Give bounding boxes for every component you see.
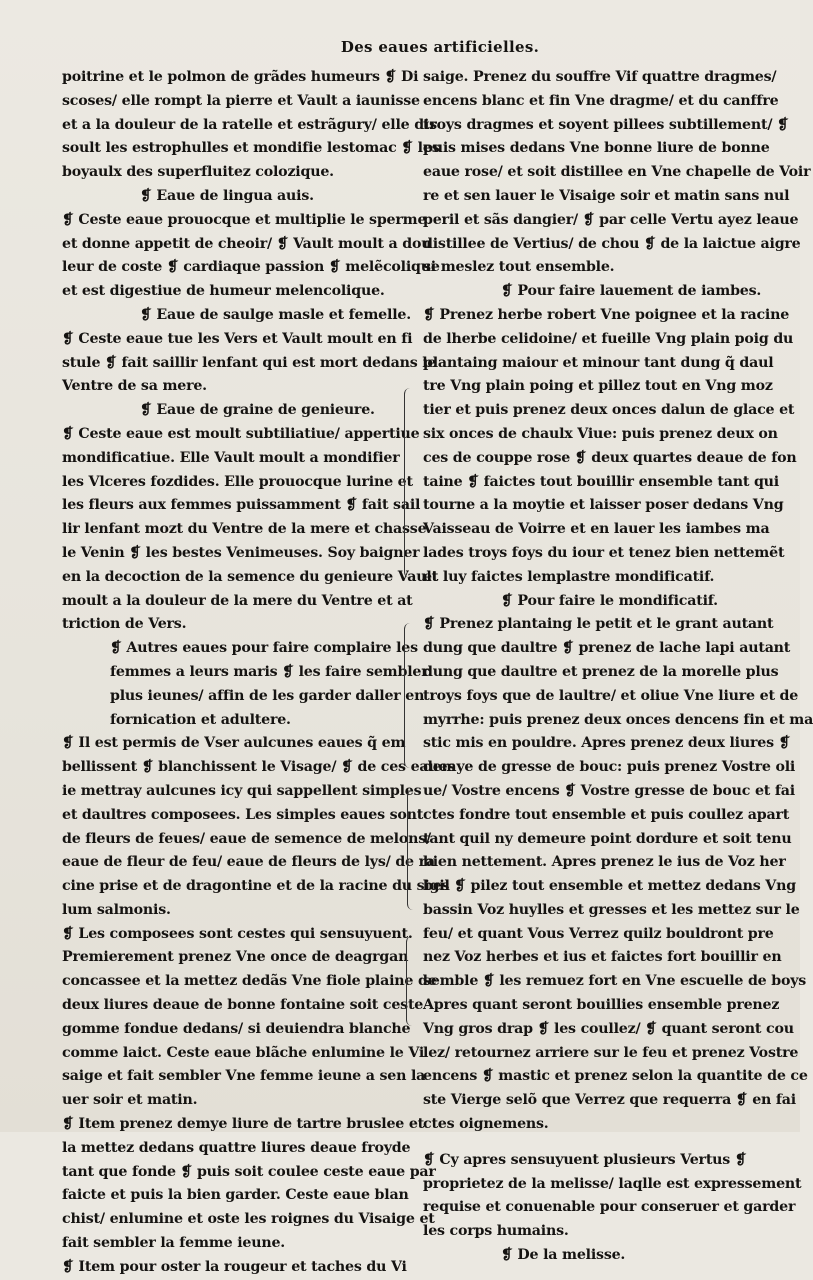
text-line: feu/ et quant Vous Verrez quilz bouldront pre [423, 925, 774, 942]
text-line: nez Voz herbes et ius et faictes fort bouillir en [423, 949, 782, 966]
text-line: taine ❡ faictes tout bouillir ensemble tant qui [423, 473, 779, 490]
text-line: myrrhe: puis prenez deux onces dencens fin et ma [423, 711, 813, 728]
text-line: uer soir et matin. [62, 1092, 198, 1109]
text-line: ❡ Item prenez demye liure de tartre bruslee et [62, 1116, 425, 1133]
margin-bracket [404, 388, 413, 578]
text-line: semble ❡ les remuez fort en Vne escuelle de boys [423, 973, 807, 990]
text-line: troys foys que de laultre/ et oliue Vne liure et de [423, 687, 799, 704]
text-line: mondificatiue. Elle Vault moult a mondifier [62, 449, 400, 466]
text-line: eaue de fleur de feu/ eaue de fleurs de lys/ de ra [62, 854, 435, 871]
text-line: et donne appetit de cheoir/ ❡ Vault moult a dou [62, 235, 432, 252]
text-line: lum salmonis. [62, 901, 171, 918]
text-line: Vng gros drap ❡ les coullez/ ❡ quant seront cou [423, 1020, 794, 1037]
text-line: et a la douleur de la ratelle et estrãgury/ elle dis [62, 116, 437, 133]
text-line: tier et puis prenez deux onces dalun de glace et [423, 402, 795, 419]
text-line: ❡ Ceste eaue est moult subtiliatiue/ appertiue [62, 425, 420, 442]
section-heading: ❡ Eaue de graine de genieure. [140, 402, 375, 419]
text-line: ❡ Les composees sont cestes qui sensuyuent. [62, 925, 413, 942]
text-line: dung que daultre ❡ prenez de lache lapi autant [423, 640, 791, 657]
text-line: les corps humains. [423, 1223, 569, 1240]
text-line: fait sembler la femme ieune. [62, 1235, 286, 1252]
text-line: saige. Prenez du souffre Vif quattre dragmes/ [423, 69, 777, 85]
text-line: concassee et la mettez dedãs Vne fiole plaine de [62, 973, 437, 990]
text-line: proprietez de la melisse/ laqlle est expressement [423, 1175, 802, 1192]
margin-bracket [407, 790, 416, 910]
text-line: lez/ retournez arriere sur le feu et prenez Vostre [423, 1044, 799, 1061]
right-column [423, 66, 813, 1268]
text-line: ctes oignemens. [423, 1116, 549, 1133]
text-line: poitrine et le polmon de grãdes humeurs ❡ Di [62, 69, 419, 85]
text-line: bes ❡ pilez tout ensemble et mettez dedans Vng [423, 878, 796, 895]
margin-bracket [404, 623, 413, 768]
text-line: Ventre de sa mere. [62, 378, 207, 395]
text-line: comme laict. Ceste eaue blãche enlumine le Vi [62, 1044, 425, 1061]
text-line: le Venin ❡ les bestes Venimeuses. Soy baigner [62, 544, 420, 561]
text-line: ❡ Il est permis de Vser aulcunes eaues q̃ em [62, 735, 406, 752]
text-line: ces de couppe rose ❡ deux quartes deaue de fon [423, 449, 797, 466]
text-line: cine prise et de dragontine et de la racine du sigil [62, 878, 450, 895]
text-line: ❡ Ceste eaue tue les Vers et Vault moult en fi [62, 330, 413, 347]
text-line: lades troys foys du iour et tenez bien nettemẽt [423, 544, 785, 561]
text-line: ❡ Autres eaues pour faire complaire les [110, 640, 418, 657]
section-heading: ❡ Eaue de lingua auis. [140, 187, 314, 204]
text-line: de lherbe celidoine/ et fueille Vng plain poig du [423, 330, 794, 347]
text-line: Apres quant seront bouillies ensemble prenez [423, 997, 780, 1014]
text-line: bellissent ❡ blanchissent le Visage/ ❡ de ces eaues [62, 759, 456, 776]
text-line: six onces de chaulx Viue: puis prenez deux on [423, 425, 778, 442]
text-line: demye de gresse de bouc: puis prenez Vostre oli [423, 759, 796, 776]
text-line: soult les estrophulles et mondifie lestomac ❡ les [62, 140, 440, 157]
text-line [423, 1137, 768, 1149]
text-line: re et sen lauer le Visaige soir et matin sans nul [423, 187, 790, 204]
text-line: bien nettement. Apres prenez le ius de Voz her [423, 854, 786, 871]
text-line: troys dragmes et soyent pillees subtillement/ ❡ [423, 116, 789, 133]
text-line: plantaing maiour et minour tant dung q̃ daul [423, 354, 774, 371]
text-line: stule ❡ fait saillir lenfant qui est mort dedans le [62, 354, 437, 371]
text-line: en la decoction de la semence du genieure Vault [62, 568, 438, 585]
text-line: moult a la douleur de la mere du Ventre et at [62, 592, 413, 609]
text-line: tant que fonde ❡ puis soit coulee ceste eaue par [62, 1163, 436, 1180]
left-column [62, 66, 456, 1280]
margin-bracket [406, 936, 415, 1026]
text-line: triction de Vers. [62, 616, 187, 633]
text-line: et est digestiue de humeur melencolique. [62, 283, 385, 300]
text-line: Premierement prenez Vne once de deagrgan [62, 949, 409, 966]
text-line: et luy faictes lemplastre mondificatif. [423, 568, 715, 585]
text-line: plus ieunes/ affin de les garder daller en [110, 687, 425, 704]
text-line: faicte et puis la bien garder. Ceste eaue blan [62, 1187, 409, 1204]
text-line: ctes fondre tout ensemble et puis coullez apart [423, 806, 790, 823]
text-line: ie mettray aulcunes icy qui sappellent simples [62, 782, 422, 799]
text-line: stic mis en pouldre. Apres prenez deux liures ❡ [423, 735, 791, 752]
text-line: femmes a leurs maris ❡ les faire sembler [110, 663, 429, 680]
text-line: dung que daultre et prenez de la morelle plus [423, 663, 779, 680]
text-line: requise et conuenable pour conseruer et garder [423, 1199, 796, 1216]
text-line: fornication et adultere. [110, 711, 291, 728]
text-line: bassin Voz huylles et gresses et les mettez sur le [423, 901, 800, 918]
text-line: boyaulx des superfluitez colozique. [62, 164, 334, 181]
text-line: deux liures deaue de bonne fontaine soit ceste [62, 997, 424, 1014]
text-line: puis mises dedans Vne bonne liure de bonne [423, 140, 770, 157]
text-line: les fleurs aux femmes puissamment ❡ fait sail [62, 497, 421, 514]
text-line: ❡ Ceste eaue prouocque et multiplie le sperme [62, 211, 427, 228]
text-line: si meslez tout ensemble. [423, 259, 615, 276]
text-line: Vaisseau de Voirre et en lauer les iambes ma [423, 521, 770, 538]
text-line: leur de coste ❡ cardiaque passion ❡ melẽcolique [62, 259, 440, 276]
text-line: ❡ Item pour oster la rougeur et taches du Vi [62, 1258, 407, 1275]
text-line: ❡ Cy apres sensuyuent plusieurs Vertus ❡ [423, 1151, 747, 1168]
text-line: peril et sãs dangier/ ❡ par celle Vertu ayez leaue [423, 211, 799, 228]
text-line: scoses/ elle rompt la pierre et Vault a iaunisse [62, 92, 420, 109]
text-line: ❡ Prenez plantaing le petit et le grant autant [423, 616, 774, 633]
text-line: les Vlceres fozdides. Elle prouocque lurine et [62, 473, 413, 490]
text-line: tre Vng plain poing et pillez tout en Vng moz [423, 378, 773, 395]
text-line: eaue rose/ et soit distillee en Vne chapelle de Voir [423, 164, 811, 181]
section-heading: ❡ Eaue de saulge masle et femelle. [140, 306, 411, 323]
text-line: ste Vierge selõ que Verrez que requerra ❡ en fai [423, 1092, 796, 1109]
text-line: de fleurs de feues/ eaue de semence de melons/ [62, 830, 432, 847]
text-line: tourne a la moytie et laisser poser dedans Vng [423, 497, 784, 514]
text-line: ue/ Vostre encens ❡ Vostre gresse de bouc et fai [423, 782, 795, 799]
section-heading: ❡ Pour faire lauement de iambes. [501, 283, 762, 300]
section-heading: ❡ De la melisse. [501, 1247, 626, 1264]
running-head: Des eaues artificielles. [340, 38, 540, 56]
text-line: gomme fondue dedans/ si deuiendra blanche [62, 1020, 411, 1037]
text-line: distillee de Vertius/ de chou ❡ de la laictue aigre [423, 235, 801, 252]
text-line: lir lenfant mozt du Ventre de la mere et chasse [62, 521, 427, 538]
section-heading: ❡ Pour faire le mondificatif. [501, 592, 718, 609]
text-line: la mettez dedans quattre liures deaue froyde [62, 1139, 411, 1156]
text-line: encens ❡ mastic et prenez selon la quantite de ce [423, 1068, 808, 1085]
text-line: encens blanc et fin Vne dragme/ et du canffre [423, 92, 779, 109]
text-line: et daultres composees. Les simples eaues sont [62, 806, 424, 823]
text-line: saige et fait sembler Vne femme ieune a sen la [62, 1068, 426, 1085]
text-line: ❡ Prenez herbe robert Vne poignee et la racine [423, 306, 790, 323]
text-line: tant quil ny demeure point dordure et soit tenu [423, 830, 792, 847]
text-line: chist/ enlumine et oste les roignes du Visaige et [62, 1211, 435, 1228]
